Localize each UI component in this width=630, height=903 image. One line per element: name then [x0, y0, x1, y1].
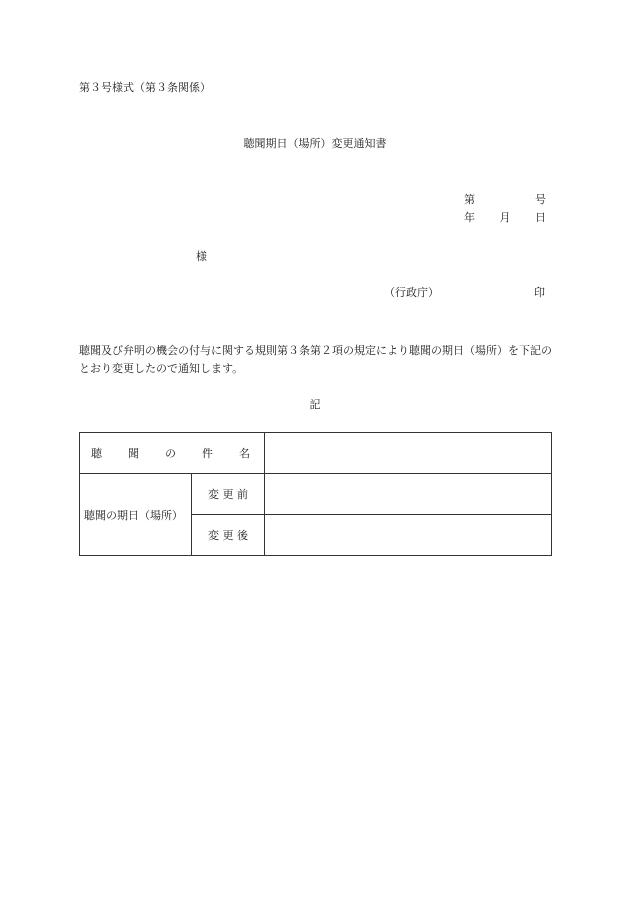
issue-date — [464, 211, 546, 225]
case-name-char: 名 — [239, 447, 250, 460]
details-table — [79, 432, 552, 556]
form-number: 第３号様式（第３条関係） — [79, 81, 211, 94]
body-paragraph: 聴聞及び弁明の機会の付与に関する規則第３条第２項の規定により聴聞の期日（場所）を下記のとおり変更したので通知します。 — [79, 344, 552, 375]
number-suffix: 号 — [535, 193, 546, 206]
number-prefix: 第 — [464, 193, 475, 206]
date-month: 月 — [499, 211, 511, 224]
after-label: 変 更 後 — [192, 515, 265, 556]
sender-agency: （行政庁） — [384, 286, 439, 299]
seal-mark: 印 — [534, 286, 545, 299]
case-name-char: 聞 — [128, 447, 139, 460]
document-title: 聴聞期日（場所）変更通知書 — [243, 137, 387, 150]
case-name-char: 件 — [202, 447, 213, 460]
before-label: 変 更 前 — [192, 474, 265, 515]
date-day: 日 — [535, 211, 546, 224]
ki-heading: 記 — [309, 398, 321, 411]
reference-number — [464, 193, 546, 207]
case-name-label — [80, 433, 265, 474]
date-place-label: 聴聞の期日（場所） — [80, 474, 192, 556]
after-value — [265, 515, 552, 556]
addressee-honorific: 様 — [196, 250, 207, 263]
case-name-char: の — [165, 447, 176, 460]
case-name-char: 聴 — [91, 447, 102, 460]
table-row-before — [80, 474, 552, 515]
date-year: 年 — [464, 211, 475, 224]
before-value — [265, 474, 552, 515]
table-row-case-name — [80, 433, 552, 474]
case-name-value — [265, 433, 552, 474]
